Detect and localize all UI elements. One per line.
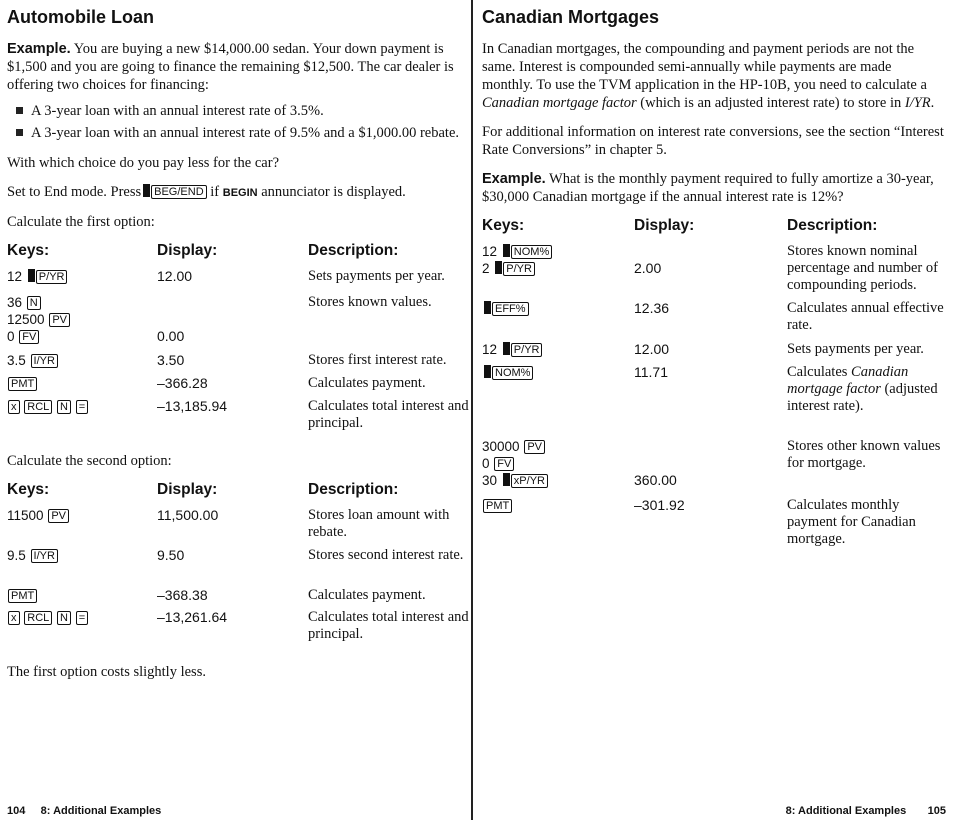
keystroke-table <box>482 217 946 553</box>
table-row: x RCL N = –13,261.64 Calculates total interest and principal. <box>7 609 462 649</box>
key-icon: PV <box>524 440 545 454</box>
page-number: 104 <box>7 805 26 817</box>
shift-key-icon <box>484 365 491 378</box>
shift-key-icon <box>503 342 510 355</box>
key-icon: x <box>8 400 20 414</box>
page-footer <box>786 802 946 820</box>
page-104 <box>0 0 472 820</box>
key-icon: I/YR <box>31 549 58 563</box>
key-icon: P/YR <box>36 270 68 284</box>
table-row: x RCL N = –13,185.94 Calculates total interest and principal. <box>7 398 462 438</box>
key-icon: N <box>57 611 71 625</box>
keystroke-table-2 <box>7 481 469 649</box>
key-icon: PV <box>48 509 69 523</box>
table-row: PMT –301.92 Calculates monthly payment for Canadian mortgage. <box>482 497 946 553</box>
key-icon: N <box>57 400 71 414</box>
chapter-title: 8: Additional Examples <box>785 805 907 817</box>
page-number: 105 <box>927 805 946 817</box>
example-label: Example. <box>7 41 71 57</box>
info-paragraph: For additional information on interest rate conversions, see the section “Interest Rate Conversions” in chapter 5. <box>482 124 944 158</box>
key-icon: PMT <box>8 377 37 391</box>
table-row: 36 N 12500 PV Stores known values. <box>7 294 432 327</box>
table-row: EFF% 12.36 Calculates annual effective rate. <box>482 300 946 341</box>
table-row: PMT –366.28 Calculates payment. <box>7 375 462 398</box>
table-row: 12 P/YR 12.00 Sets payments per year. <box>482 341 924 357</box>
mode-instruction: Set to End mode. Press BEG/END if BEGIN annunciator is displayed. <box>7 184 406 200</box>
list-item: A 3-year loan with an annual interest rate of 9.5% and a $1,000.00 rebate. <box>7 124 462 142</box>
key-icon: I/YR <box>31 354 58 368</box>
table-row: 12 P/YR 12.00 Sets payments per year. <box>7 268 445 284</box>
shift-key-icon <box>495 261 502 274</box>
table-row: 11500 PV 11,500.00 Stores loan amount with rebate. <box>7 507 450 540</box>
shift-key-icon <box>484 301 491 314</box>
key-icon: NOM% <box>492 366 533 380</box>
key-icon: PV <box>49 313 70 327</box>
example-paragraph: Example. What is the monthly payment required to fully amortize a 30-year, $30,000 Canadian mortgage if the annual interest rate is 12%? <box>482 171 934 205</box>
calc-second-label: Calculate the second option: <box>7 453 172 469</box>
key-icon: FV <box>19 330 39 344</box>
table-row: 0 FV 0.00 <box>7 328 185 344</box>
table-header: Keys: Display: Description: <box>482 217 878 234</box>
page-105 <box>474 0 954 820</box>
section-title: Canadian Mortgages <box>482 7 660 27</box>
conclusion: The first option costs slightly less. <box>7 664 206 680</box>
key-icon: x <box>8 611 20 625</box>
chapter-title: 8: Additional Examples <box>40 805 162 817</box>
begin-annunciator: BEGIN <box>222 187 258 199</box>
key-icon: = <box>76 400 88 414</box>
table-row: PMT –368.38 Calculates payment. <box>7 587 462 609</box>
table-row: NOM% 11.71 Calculates Canadian mortgage factor (adjusted interest rate). <box>482 364 946 438</box>
table-row: 12 NOM% 2 P/YR 2.00 Stores known nominal percentage and number of compounding periods. <box>482 243 938 293</box>
key-icon: P/YR <box>503 262 535 276</box>
table-header: Keys: Display: Description: <box>7 481 399 498</box>
list-item: A 3-year loan with an annual interest rate of 3.5%. <box>7 102 462 120</box>
beg-end-key: BEG/END <box>151 185 207 199</box>
section-title: Automobile Loan <box>7 7 154 27</box>
example-paragraph: Example. You are buying a new $14,000.00 sedan. Your down payment is $1,500 and you are going to finance the remaining $12,500. The car dealer is offering two choices for financing: <box>7 41 454 93</box>
example-label: Example. <box>482 171 546 187</box>
key-icon: xP/YR <box>511 474 548 488</box>
key-icon: FV <box>494 457 514 471</box>
table-row: 9.5 I/YR 9.50 Stores second interest rate. <box>7 547 464 563</box>
keystroke-table-1 <box>7 242 469 438</box>
shift-key-icon <box>503 473 510 486</box>
table-row: 30000 PV 0 FV 30 xP/YR 360.00 Stores other known values for mortgage. <box>482 438 941 488</box>
table-row: 3.5 I/YR 3.50 Stores first interest rate. <box>7 352 447 368</box>
key-icon: EFF% <box>492 302 529 316</box>
question: With which choice do you pay less for the car? <box>7 155 280 171</box>
calc-first-label: Calculate the first option: <box>7 214 155 230</box>
key-icon: RCL <box>24 400 52 414</box>
key-icon: = <box>76 611 88 625</box>
page-footer <box>7 802 161 820</box>
key-icon: PMT <box>8 589 37 603</box>
key-icon: P/YR <box>511 343 543 357</box>
intro-paragraph: In Canadian mortgages, the compounding and payment periods are not the same. Interest is compounded semi-annually while payments are made monthly. To use the TVM application in the HP-10B, you need to calculate a Canadian mortgage factor (which is an adjusted interest rate) to store in I/YR. <box>482 41 935 111</box>
table-header: Keys: Display: Description: <box>7 242 399 259</box>
key-icon: PMT <box>483 499 512 513</box>
key-icon: NOM% <box>511 245 552 259</box>
bullet-list <box>7 102 462 142</box>
key-icon: N <box>27 296 41 310</box>
key-icon: RCL <box>24 611 52 625</box>
shift-key-icon <box>143 184 150 197</box>
shift-key-icon <box>28 269 35 282</box>
shift-key-icon <box>503 244 510 257</box>
